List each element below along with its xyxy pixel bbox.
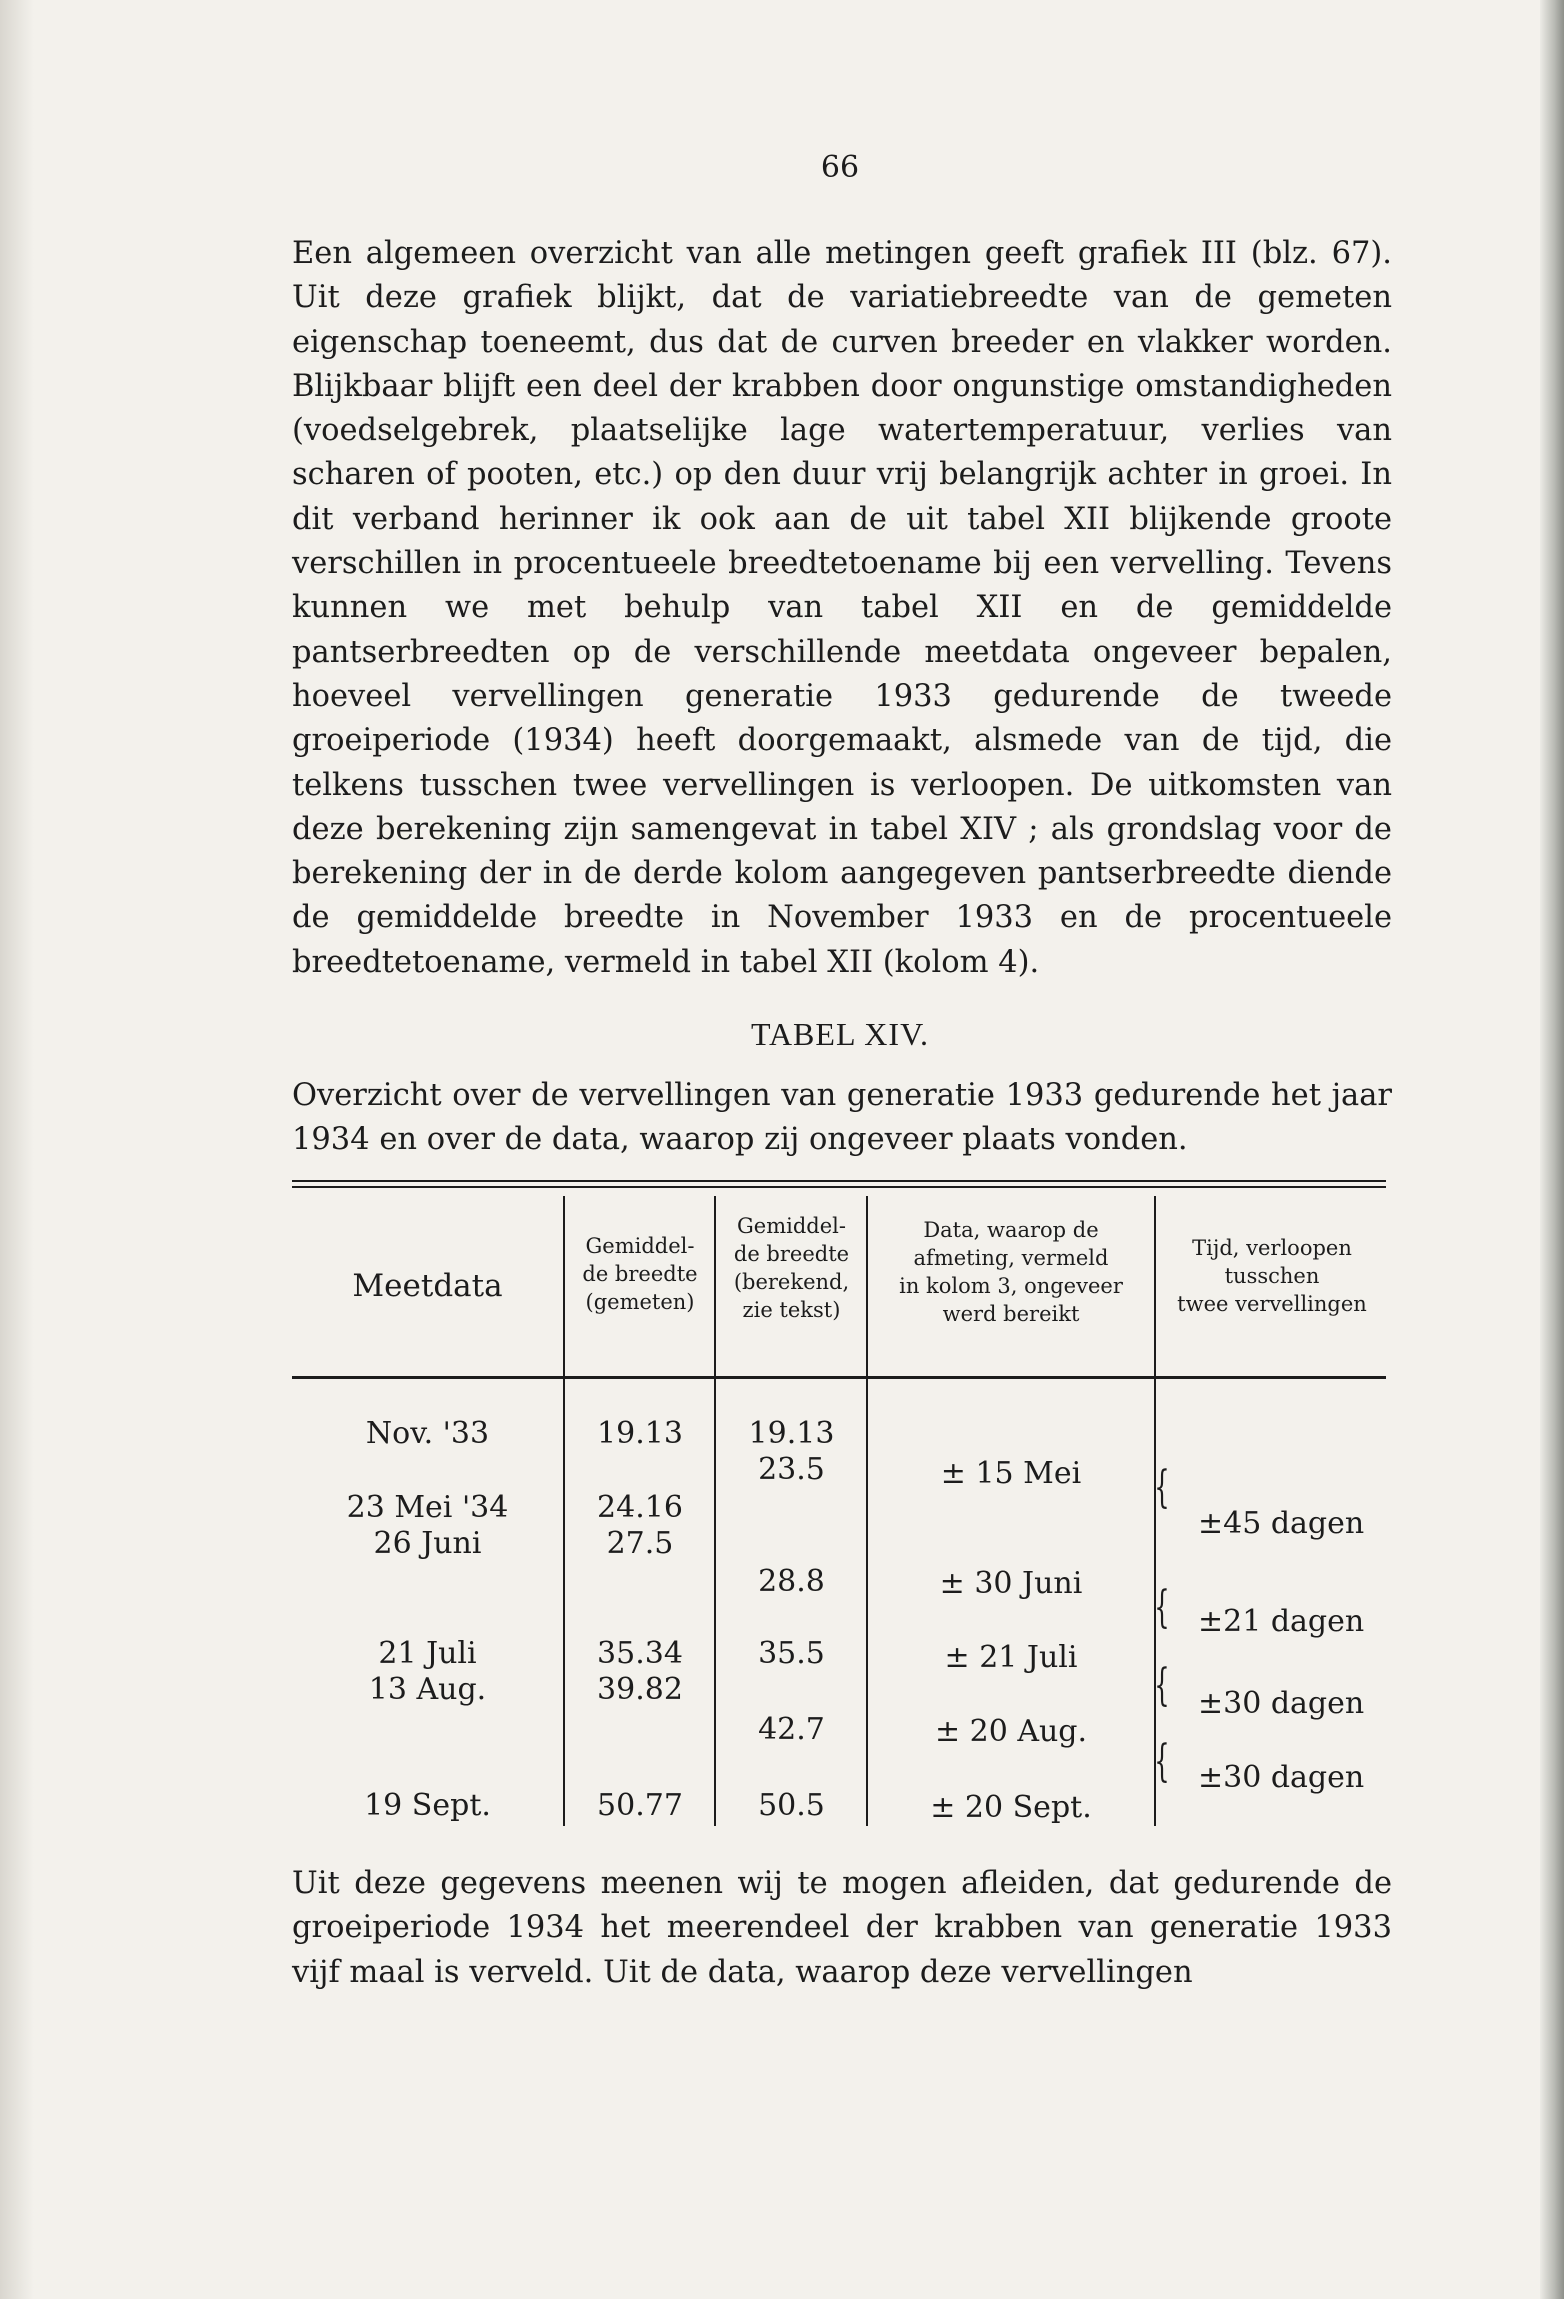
body-paragraph-1: Een algemeen overzicht van alle metingen geeft grafiek III (blz. 67). Uit deze grafiek blijkt, dat de variatiebreedte van de gemeten eigenschap toeneemt, dus dat de curven breeder en vlakker worden. Blijkbaar blijft een deel der krabben door ongunstige omstandigheden (voedselgebrek, plaatselijke lage watertemperatuur, verlies van scharen of pooten, etc.) op den duur vrij belangrijk achter in groei. In dit verband herinner ik ook aan de uit tabel XII blijkende groote verschillen in procentueele breedtetoename bij een vervelling. Tevens kunnen we met behulp van tabel XII en de gemiddelde pantserbreedten op de verschillende meetdata ongeveer bepalen, hoeveel vervellingen generatie 1933 gedurende de tweede groeiperiode (1934) heeft doorgemaakt, alsmede van de tijd, die telkens tusschen twee vervellingen is verloopen. De uitkomsten van deze berekening zijn samengevat in tabel XIV ; als grondslag voor de berekening der in de derde kolom aangegeven pantserbreedte diende de gemiddelde breedte in November 1933 en de procentueele breedtetoename, vermeld in tabel XII (kolom 4). xyxy=(292,236,1392,980)
header-tijd: Tijd, verloopen tusschen twee vervellingen xyxy=(1177,1236,1367,1316)
table-top-rule xyxy=(292,1180,1386,1182)
table-cell-gemeten: 24.16 xyxy=(597,1490,683,1525)
brace-glyph: { xyxy=(1154,1582,1170,1633)
table-cell-meetdata: 13 Aug. xyxy=(368,1672,487,1707)
brace-glyph: { xyxy=(1154,1736,1170,1787)
table-cell-meetdata: 21 Juli xyxy=(378,1636,477,1671)
table-cell-tijd: ±30 dagen xyxy=(1198,1686,1365,1721)
header-data: Data, waarop de afmeting, vermeld in kolom 3, ongeveer werd bereikt xyxy=(899,1218,1123,1326)
table-header-rule xyxy=(292,1376,1386,1379)
brace-glyph: { xyxy=(1154,1660,1170,1711)
header-meetdata: Meetdata xyxy=(352,1268,503,1304)
table-cell-meetdata: 19 Sept. xyxy=(364,1788,491,1823)
table-cell-gemeten: 27.5 xyxy=(606,1526,674,1561)
page-edge-right xyxy=(1540,0,1564,2299)
page-number: 66 xyxy=(820,150,860,185)
table-cell-berekend: 23.5 xyxy=(758,1452,825,1487)
table-cell-data: ± 20 Sept. xyxy=(930,1790,1092,1825)
table-caption: Overzicht over de vervellingen van generatie 1933 gedurende het jaar 1934 en over de data, waarop zij ongeveer plaats vonden. xyxy=(292,1078,1392,1157)
table-cell-tijd: ±21 dagen xyxy=(1198,1604,1365,1639)
table-cell-berekend: 28.8 xyxy=(758,1564,825,1599)
table-cell-meetdata: 23 Mei '34 xyxy=(346,1490,509,1525)
header-berekend: Gemiddel- de breedte (berekend, zie tekst) xyxy=(733,1214,850,1322)
table-cell-data: ± 21 Juli xyxy=(944,1640,1078,1675)
table-cell-tijd: ±30 dagen xyxy=(1198,1760,1365,1795)
table-cell-data: ± 15 Mei xyxy=(940,1456,1082,1491)
table-cell-berekend: 35.5 xyxy=(758,1636,825,1671)
table-cell-gemeten: 39.82 xyxy=(597,1672,683,1707)
table-cell-berekend: 50.5 xyxy=(758,1788,825,1823)
table-cell-gemeten: 50.77 xyxy=(597,1788,683,1823)
table-cell-gemeten: 19.13 xyxy=(597,1416,683,1451)
table-cell-tijd: ±45 dagen xyxy=(1198,1506,1365,1541)
table-cell-meetdata: 26 Juni xyxy=(373,1526,482,1561)
table-title: TABEL XIV. xyxy=(750,1016,930,1052)
table-cell-berekend: 19.13 xyxy=(748,1416,835,1451)
table-cell-meetdata: Nov. '33 xyxy=(365,1416,490,1451)
header-gemeten: Gemiddel- de breedte (gemeten) xyxy=(582,1234,698,1314)
column-divider xyxy=(714,1196,716,1826)
table-cell-data: ± 20 Aug. xyxy=(934,1714,1088,1749)
column-divider xyxy=(563,1196,565,1826)
brace-glyph: { xyxy=(1154,1462,1170,1513)
page-edge-left xyxy=(0,0,34,2299)
body-paragraph-2: Uit deze gegevens meenen wij te mogen afleiden, dat gedurende de groeiperiode 1934 het meerendeel der krabben van generatie 1933 vijf maal is verveld. Uit de data, waarop deze vervellingen xyxy=(292,1866,1392,1990)
table-cell-data: ± 30 Juni xyxy=(939,1566,1083,1601)
table-cell-berekend: 42.7 xyxy=(758,1712,825,1747)
table-cell-gemeten: 35.34 xyxy=(597,1636,683,1671)
table-top-rule-2 xyxy=(292,1186,1386,1188)
